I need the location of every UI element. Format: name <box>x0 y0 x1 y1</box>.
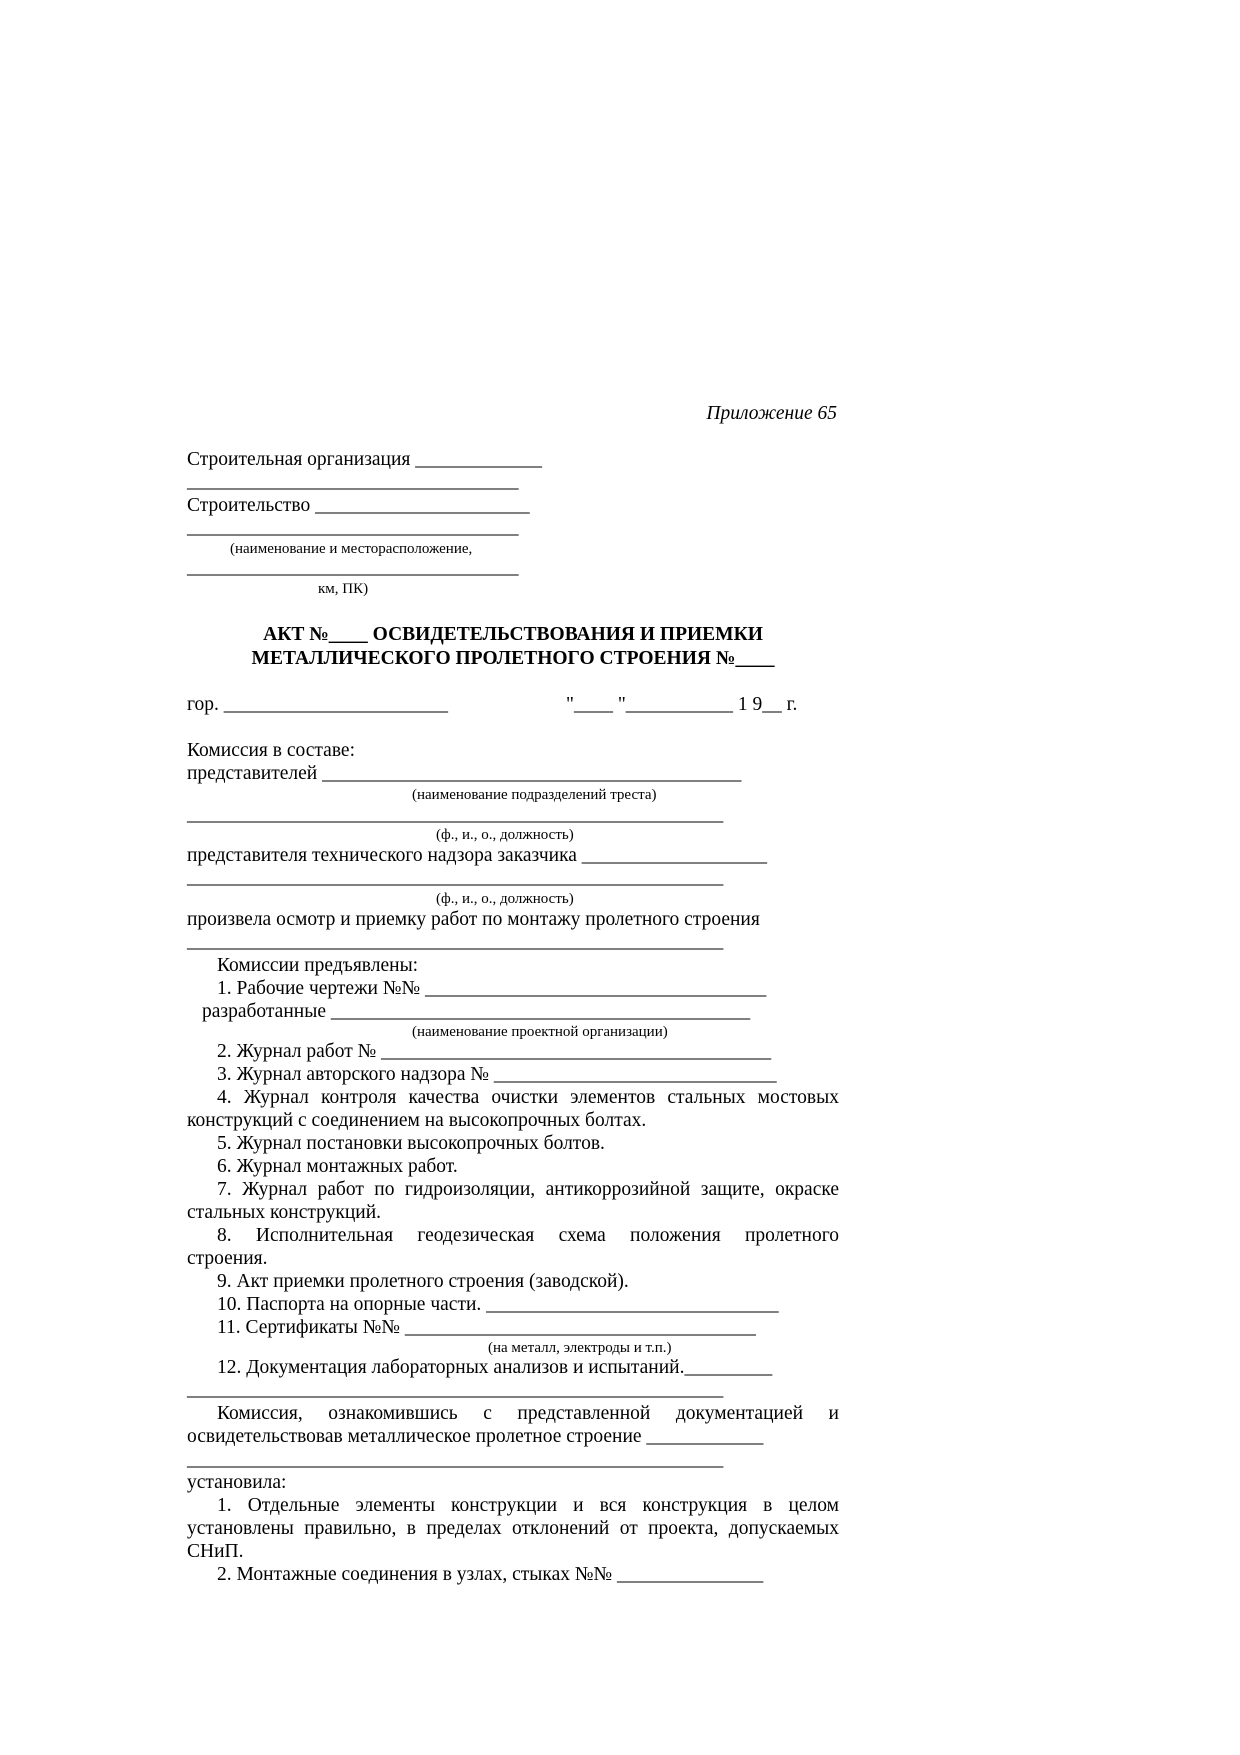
document-title-line1: АКТ №____ ОСВИДЕТЕЛЬСТВОВАНИЯ И ПРИЕМКИ <box>263 624 763 645</box>
list-item: 12. Документация лабораторных анализов и испытаний._________ <box>217 1357 773 1378</box>
list-item: конструкций с соединением на высокопрочных болтах. <box>187 1110 647 1131</box>
list-item: 9. Акт приемки пролетного строения (заводской). <box>217 1271 629 1292</box>
list-item: разработанные ___________________________________________ <box>202 1001 751 1022</box>
list-item: стальных конструкций. <box>187 1202 382 1223</box>
list-item: 1. Рабочие чертежи №№ ___________________________________ <box>217 978 767 999</box>
hint-line: __________________________________ <box>187 557 519 578</box>
org-line-blank: __________________________________ <box>187 471 519 492</box>
list-item: строения. <box>187 1248 268 1269</box>
hint-project: (наименование проектной организации) <box>412 1024 668 1040</box>
document-title-line2: МЕТАЛЛИЧЕСКОГО ПРОЛЕТНОГО СТРОЕНИЯ №____ <box>251 648 775 669</box>
hint-fio: (ф., и., о., должность) <box>436 827 574 843</box>
list-item: 5. Журнал постановки высокопрочных болтов. <box>217 1133 605 1154</box>
hint-cert: (на металл, электроды и т.п.) <box>488 1340 672 1356</box>
hint-fio: (ф., и., о., должность) <box>436 891 574 907</box>
blank-line: _______________________________________________________ <box>187 867 724 888</box>
date-field: "____ "___________ 1 9__ г. <box>566 694 798 715</box>
list-item: 3. Журнал авторского надзора № _____________________________ <box>217 1064 777 1085</box>
tech-supervision: представителя технического надзора заказчика ___________________ <box>187 845 768 866</box>
conclusion-item: 2. Монтажные соединения в узлах, стыках №№ _______________ <box>217 1564 764 1585</box>
list-item: 11. Сертификаты №№ ____________________________________ <box>217 1317 756 1338</box>
blank-line: _______________________________________________________ <box>187 1449 724 1470</box>
appendix-label: Приложение 65 <box>706 403 837 424</box>
blank-line: _______________________________________________________ <box>187 804 724 825</box>
commission-intro: Комиссия в составе: <box>187 740 355 761</box>
hint-name-location: (наименование и месторасположение, <box>230 541 473 557</box>
hint-km: км, ПК) <box>318 581 369 597</box>
list-item: 6. Журнал монтажных работ. <box>217 1156 458 1177</box>
established-label: установила: <box>187 1472 287 1493</box>
construction-line: Строительство ______________________ <box>187 495 530 516</box>
list-item: 2. Журнал работ № ________________________________________ <box>217 1041 772 1062</box>
conclusion-item: СНиП. <box>187 1541 244 1562</box>
org-line: Строительная организация _____________ <box>187 449 543 470</box>
hint-trust: (наименование подразделений треста) <box>412 787 657 803</box>
presented-intro: Комиссии предъявлены: <box>217 955 419 976</box>
commission-reps: представителей ___________________________________________ <box>187 763 742 784</box>
inspected-line: произвела осмотр и приемку работ по монтажу пролетного строения <box>187 909 760 930</box>
blank-line: _______________________________________________________ <box>187 931 724 952</box>
conclusion-item: установлены правильно, в пределах отклонений от проекта, допускаемых <box>187 1518 839 1539</box>
conclusion-text: освидетельствовав металлическое пролетное строение ____________ <box>187 1426 764 1447</box>
conclusion-item: 1. Отдельные элементы конструкции и вся конструкция в целом <box>217 1495 839 1516</box>
list-item: 8. Исполнительная геодезическая схема положения пролетного <box>217 1225 839 1246</box>
construction-line-blank: __________________________________ <box>187 517 519 538</box>
list-item: 7. Журнал работ по гидроизоляции, антикоррозийной защите, окраске <box>217 1179 839 1200</box>
conclusion-text: Комиссия, ознакомившись с представленной документацией и <box>217 1403 839 1424</box>
list-item: 4. Журнал контроля качества очистки элементов стальных мостовых <box>217 1087 839 1108</box>
list-item: 10. Паспорта на опорные части. ______________________________ <box>217 1294 779 1315</box>
blank-line: _______________________________________________________ <box>187 1379 724 1400</box>
city-field: гор. _______________________ <box>187 694 449 715</box>
